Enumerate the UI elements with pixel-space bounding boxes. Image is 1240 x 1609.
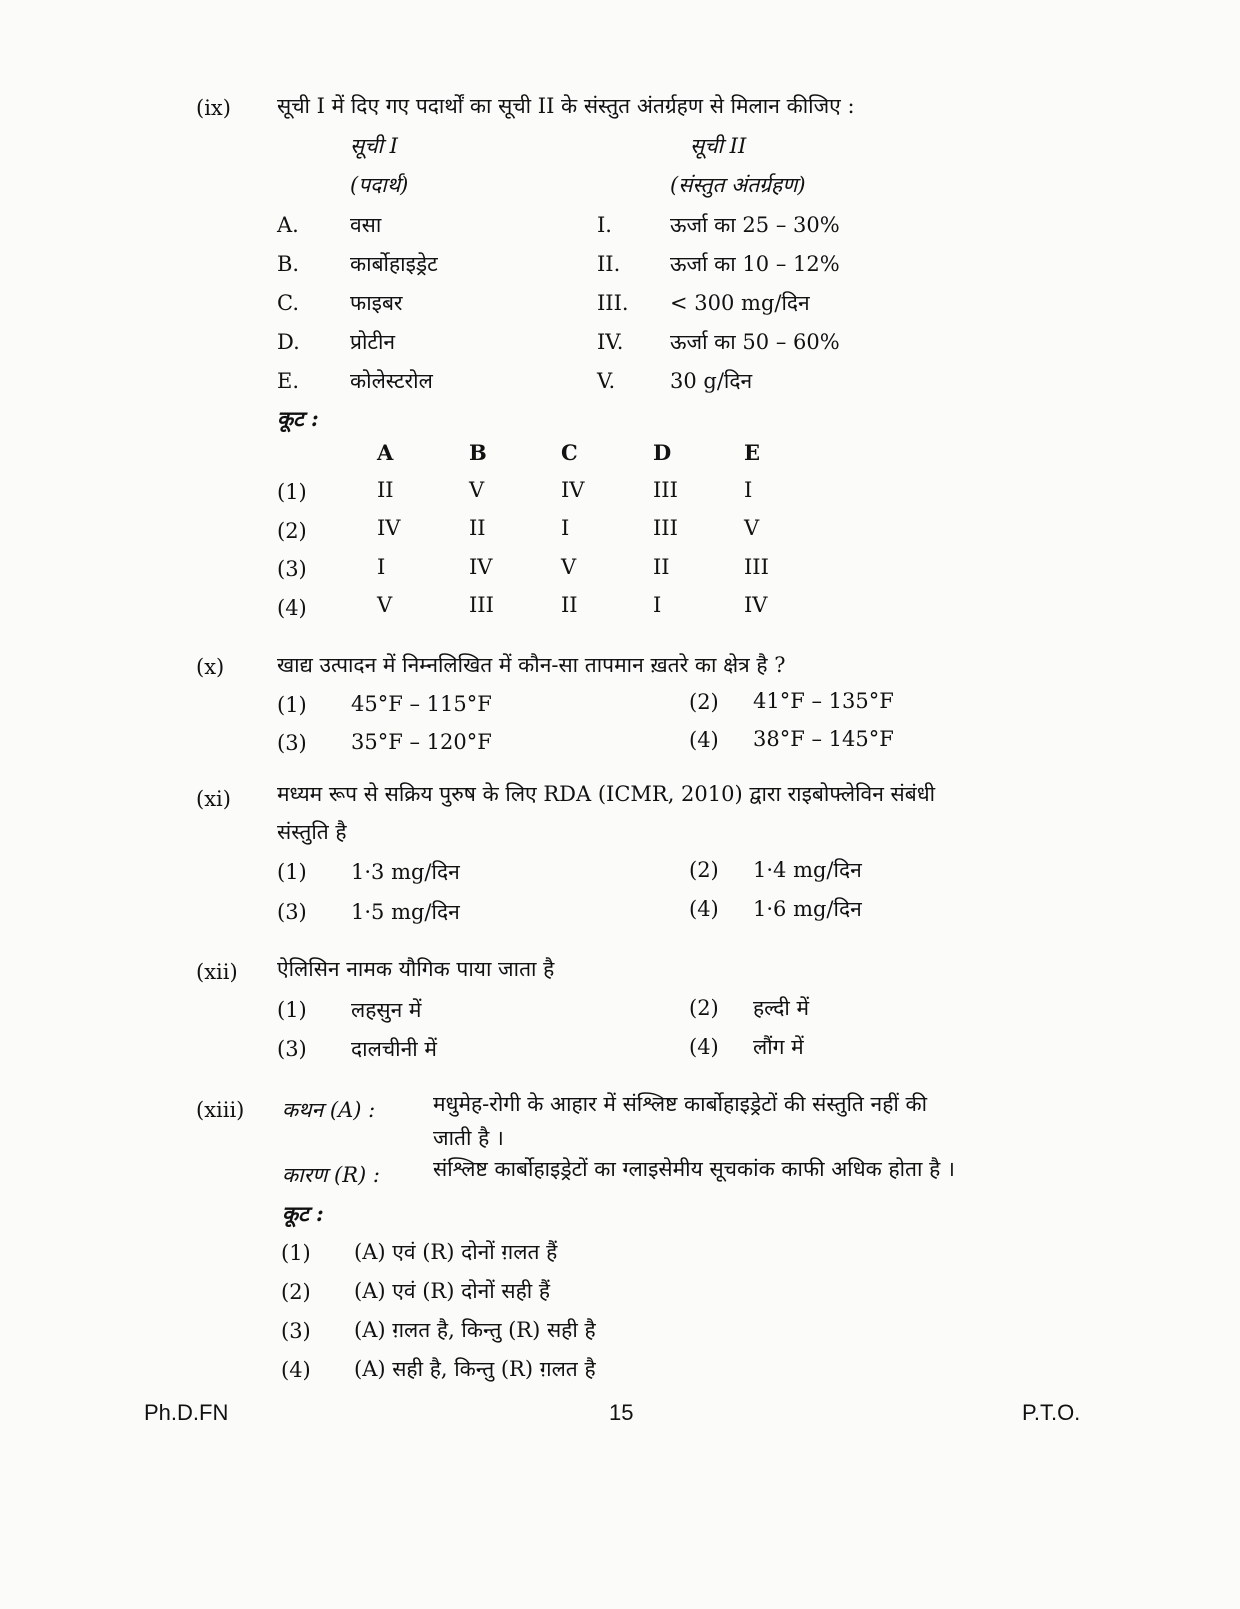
question-text: सूची I में दिए गए पदार्थों का सूची II के संस्तुत अंतर्ग्रहण से मिलान कीजिए : (277, 94, 855, 118)
code-cell: V (469, 478, 485, 502)
option-text: (A) एवं (R) दोनों ग़लत हैं (354, 1240, 558, 1264)
question-number: (ix) (196, 96, 231, 120)
list2-key: IV. (597, 330, 624, 354)
question-number: (xiii) (196, 1098, 245, 1122)
question-number: (x) (196, 655, 225, 679)
option-text: (A) ग़लत है, किन्तु (R) सही है (354, 1318, 596, 1342)
option-text: 1·5 mg/दिन (351, 900, 460, 924)
list1-key: D. (277, 330, 300, 354)
list1-item: फाइबर (350, 291, 403, 315)
option-text: 1·3 mg/दिन (351, 860, 460, 884)
code-label: कूट : (282, 1201, 324, 1226)
list1-key: A. (277, 213, 299, 237)
code-cell: V (561, 555, 577, 579)
option-number: (3) (277, 1037, 307, 1061)
code-cell: III (653, 516, 678, 540)
list2-key: V. (597, 369, 616, 393)
list1-subtitle: (पदार्थ) (350, 173, 409, 197)
option-number: (2) (689, 996, 719, 1020)
code-cell: I (653, 593, 662, 617)
code-header: E (744, 440, 761, 465)
list2-subtitle: (संस्तुत अंतर्ग्रहण) (670, 173, 806, 197)
option-number: (4) (281, 1358, 311, 1382)
code-label: कूट : (277, 406, 319, 431)
code-cell: III (469, 593, 494, 617)
list1-item: प्रोटीन (350, 330, 396, 354)
list2-item: 30 g/दिन (670, 369, 753, 393)
question-number: (xi) (196, 787, 231, 811)
option-number: (2) (689, 690, 719, 714)
code-header: D (653, 440, 672, 465)
code-cell: IV (561, 478, 585, 502)
option-number: (2) (281, 1280, 311, 1304)
list2-title: सूची II (690, 134, 747, 158)
list1-item: कोलेस्टरोल (350, 369, 433, 393)
assertion-text-continued: जाती है । (433, 1126, 504, 1150)
list2-key: II. (597, 252, 621, 276)
option-text: 1·4 mg/दिन (753, 858, 862, 882)
assertion-text: मधुमेह-रोगी के आहार में संश्लिष्ट कार्बोहाइड्रेटों की संस्तुति नहीं की (433, 1092, 928, 1116)
list2-key: III. (597, 291, 629, 315)
code-cell: II (653, 555, 670, 579)
code-cell: III (744, 555, 769, 579)
please-turn-over: P.T.O. (1022, 1400, 1081, 1425)
list2-item: ऊर्जा का 10 – 12% (670, 252, 840, 276)
code-row-number: (4) (277, 596, 307, 620)
option-text: 41°F – 135°F (753, 689, 894, 713)
option-number: (3) (277, 731, 307, 755)
code-cell: V (377, 593, 393, 617)
reason-text: संश्लिष्ट कार्बोहाइड्रेटों का ग्लाइसेमीय सूचकांक काफी अधिक होता है । (433, 1157, 955, 1181)
code-cell: I (744, 478, 753, 502)
option-number: (3) (277, 900, 307, 924)
code-cell: II (377, 478, 394, 502)
assertion-label: कथन (A) : (282, 1098, 376, 1122)
code-cell: V (744, 516, 760, 540)
option-text: (A) सही है, किन्तु (R) ग़लत है (354, 1357, 596, 1381)
list2-item: ऊर्जा का 25 – 30% (670, 213, 840, 237)
option-number: (4) (689, 897, 719, 921)
code-cell: I (377, 555, 386, 579)
option-number: (3) (281, 1319, 311, 1343)
option-number: (1) (277, 860, 307, 884)
code-header: B (469, 440, 487, 465)
question-text: ऐलिसिन नामक यौगिक पाया जाता है (277, 957, 555, 981)
option-text: लहसुन में (351, 998, 422, 1022)
list2-item: ऊर्जा का 50 – 60% (670, 330, 840, 354)
list2-item: < 300 mg/दिन (670, 291, 810, 315)
list1-item: कार्बोहाइड्रेट (350, 252, 438, 276)
question-text-continued: संस्तुति है (277, 820, 347, 844)
list1-key: C. (277, 291, 299, 315)
option-text: दालचीनी में (351, 1037, 437, 1061)
list1-key: B. (277, 252, 300, 276)
code-cell: III (653, 478, 678, 502)
code-header: C (561, 440, 578, 465)
code-row-number: (1) (277, 480, 307, 504)
list1-title: सूची I (350, 134, 398, 158)
option-text: 45°F – 115°F (351, 692, 492, 716)
option-text: (A) एवं (R) दोनों सही हैं (354, 1279, 551, 1303)
option-number: (4) (689, 728, 719, 752)
question-number: (xii) (196, 960, 238, 984)
question-text: खाद्य उत्पादन में निम्नलिखित में कौन-सा तापमान ख़तरे का क्षेत्र है ? (277, 653, 786, 677)
option-number: (1) (281, 1241, 311, 1265)
code-header: A (377, 440, 394, 465)
code-cell: IV (744, 593, 768, 617)
option-text: 35°F – 120°F (351, 730, 492, 754)
option-number: (2) (689, 858, 719, 882)
list1-key: E. (277, 369, 300, 393)
option-text: 1·6 mg/दिन (753, 897, 862, 921)
page-number: 15 (609, 1400, 634, 1425)
question-text: मध्यम रूप से सक्रिय पुरुष के लिए RDA (ICMR, 2010) द्वारा राइबोफ्लेविन संबंधी (277, 782, 936, 806)
code-cell: II (561, 593, 578, 617)
option-text: हल्दी में (753, 996, 810, 1020)
code-cell: II (469, 516, 486, 540)
code-cell: I (561, 516, 570, 540)
option-text: 38°F – 145°F (753, 727, 894, 751)
option-number: (4) (689, 1035, 719, 1059)
code-row-number: (2) (277, 519, 307, 543)
code-cell: IV (469, 555, 493, 579)
reason-label: कारण (R) : (282, 1163, 380, 1187)
list1-item: वसा (350, 213, 382, 237)
option-number: (1) (277, 998, 307, 1022)
option-text: लौंग में (753, 1035, 804, 1059)
option-number: (1) (277, 693, 307, 717)
list2-key: I. (597, 213, 612, 237)
footer-code: Ph.D.FN (144, 1400, 229, 1425)
code-row-number: (3) (277, 557, 307, 581)
code-cell: IV (377, 516, 401, 540)
